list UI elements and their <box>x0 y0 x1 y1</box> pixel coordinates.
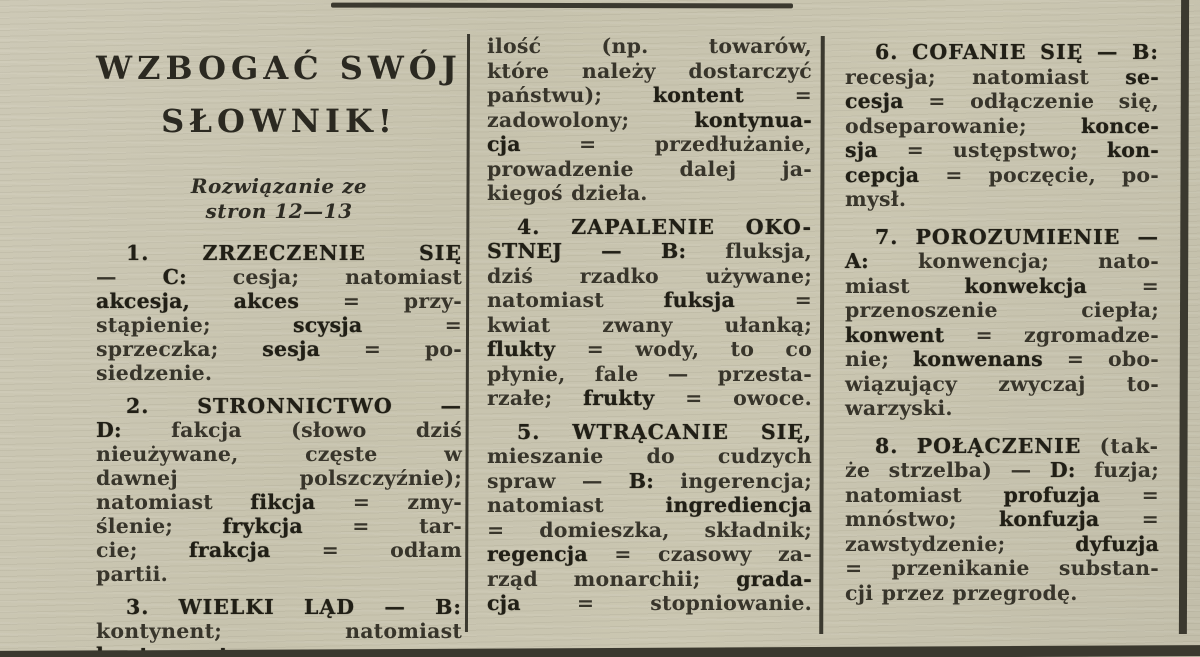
bold-term: fuksja <box>663 288 735 312</box>
body-text: = przedłużanie, <box>520 132 812 156</box>
body-text: = przy- <box>299 289 462 313</box>
body-text: kiegoś dzieła. <box>487 181 648 205</box>
bold-term: C: <box>162 265 187 289</box>
text-line <box>96 466 462 490</box>
body-text: dawnej polszczyźnie); <box>96 466 462 490</box>
body-text: = czasowy za- <box>587 542 812 566</box>
column-2 <box>487 34 812 625</box>
bold-term: frukty <box>583 386 655 410</box>
body-text: które należy dostarczyć <box>487 58 812 83</box>
body-text: zadowolony; <box>487 107 695 132</box>
text-line <box>487 239 812 264</box>
body-text: ślenie; <box>96 514 223 538</box>
bold-term: konwekcja <box>964 273 1088 298</box>
text-line <box>487 83 812 108</box>
bold-term: 3. WIELKI LĄD — B: <box>126 595 462 619</box>
title-line: WZBOGAĆ SWÓJ <box>96 49 462 87</box>
text-line <box>96 265 462 289</box>
entry-5 <box>487 420 812 616</box>
subtitle-line: Rozwiązanie ze <box>190 174 368 198</box>
body-text: = poczęcie, po- <box>919 162 1159 187</box>
body-text: = tar- <box>302 514 462 538</box>
text-line <box>96 619 462 643</box>
text-line <box>487 288 812 313</box>
body-text: warzyski. <box>845 396 953 420</box>
body-text: = po- <box>320 337 462 361</box>
column-divider-2 <box>819 36 825 634</box>
entry-1 <box>96 241 462 385</box>
body-text: = ustępstwo; <box>877 138 1107 162</box>
bold-term: frakcja <box>188 538 271 562</box>
body-text: stąpienie; <box>96 313 293 337</box>
bold-term: kontynua- <box>694 107 812 132</box>
body-text: mnóstwo; <box>845 507 999 531</box>
bold-term: regencja <box>487 542 588 566</box>
text-line <box>487 157 812 182</box>
text-line <box>487 493 812 518</box>
text-line <box>96 514 462 538</box>
body-text: = <box>734 288 812 312</box>
text-line <box>487 386 812 411</box>
bold-term: A: <box>845 249 869 273</box>
body-text: = odłam <box>270 538 462 562</box>
headline <box>96 42 462 148</box>
body-text: = <box>743 83 812 107</box>
text-line <box>845 65 1159 90</box>
body-text: = zmy- <box>315 490 462 514</box>
body-text: fuzja; <box>1075 458 1159 482</box>
body-text: fakcja (słowo dziś <box>121 418 462 442</box>
body-text: siedzenie. <box>96 361 213 385</box>
bold-term: ingrediencja <box>665 493 812 517</box>
text-line <box>96 595 462 619</box>
bold-term: 6. COFANIE SIĘ — B: <box>875 40 1159 64</box>
text-line <box>845 298 1159 323</box>
text-line <box>96 313 462 337</box>
text-line <box>845 89 1159 114</box>
bold-term: STNEJ — B: <box>487 239 687 263</box>
right-border-rule <box>1179 0 1189 634</box>
body-text: cie; <box>96 538 189 562</box>
bold-term: 1. ZRZECZENIE SIĘ <box>126 241 462 265</box>
bold-term: grada- <box>736 566 812 591</box>
body-text: — <box>96 265 163 289</box>
body-text: partii. <box>96 562 168 586</box>
body-text: rzałe; <box>487 386 584 410</box>
bold-term: frykcja <box>222 514 303 538</box>
text-line <box>845 507 1159 532</box>
entry-4 <box>487 215 812 411</box>
text-line <box>487 34 812 59</box>
body-text: = zgromadze- <box>944 322 1159 347</box>
top-horizontal-rule <box>331 3 793 9</box>
bold-term: 7. POROZUMIENIE — <box>875 224 1159 249</box>
body-text: ilość (np. towarów, <box>487 34 812 58</box>
bold-term: flukty <box>487 337 556 361</box>
body-text: konwencja; nato- <box>868 249 1159 273</box>
column-3 <box>845 40 1159 618</box>
text-line <box>487 444 812 469</box>
body-text: = stopniowanie. <box>520 591 812 615</box>
text-line <box>96 538 462 562</box>
body-text: natomiast <box>845 482 1004 507</box>
solution-note <box>96 174 462 224</box>
body-text: prowadzenie dalej ja- <box>487 156 812 181</box>
text-line <box>96 562 462 586</box>
bold-term: konfuzja <box>998 507 1100 531</box>
text-line <box>487 215 812 240</box>
entry-8 <box>845 434 1159 606</box>
body-text: że strzelba) — <box>845 458 1050 482</box>
bold-term: B: <box>628 468 655 493</box>
body-text: państwu); <box>487 83 653 107</box>
text-line <box>845 458 1159 483</box>
text-line <box>845 40 1159 65</box>
bold-term: fikcja <box>250 490 316 514</box>
text-line <box>487 362 812 387</box>
entry-2 <box>96 394 462 586</box>
text-line <box>487 567 812 592</box>
body-text: = domieszka, składnik; <box>487 517 812 542</box>
text-line <box>96 418 462 442</box>
text-line <box>845 396 1159 421</box>
text-line <box>487 591 812 616</box>
bold-term: sja <box>845 138 878 162</box>
text-line <box>487 264 812 289</box>
body-text: mieszanie do cudzych <box>487 444 812 468</box>
entry-7 <box>845 225 1159 421</box>
bold-term: scysja <box>293 313 363 337</box>
text-line <box>487 313 812 338</box>
column-divider-1 <box>465 34 470 632</box>
body-text: = <box>1087 273 1159 298</box>
body-text: cesja; natomiast <box>186 265 462 289</box>
body-text: = wody, to co <box>555 337 812 361</box>
body-text: natomiast <box>96 490 251 514</box>
bold-term: konwent <box>845 322 945 347</box>
body-text: = <box>1099 507 1159 531</box>
text-line <box>487 108 812 133</box>
text-line <box>845 372 1159 397</box>
body-text: nieużywane, częste w <box>96 442 462 466</box>
text-line <box>96 442 462 466</box>
bold-term: 5. WTRĄCANIE SIĘ, <box>517 419 812 444</box>
body-text: miast <box>845 273 965 298</box>
body-text: recesja; natomiast <box>845 64 1126 89</box>
text-line <box>845 187 1159 212</box>
body-text: sprzeczka; <box>96 337 263 361</box>
body-text: = owoce. <box>654 386 812 410</box>
column-1 <box>96 34 462 657</box>
text-line <box>96 337 462 361</box>
body-text: zawstydzenie; <box>845 531 1076 556</box>
bold-term: kontent <box>652 83 744 107</box>
body-text: kwiat zwany ułanką; <box>487 312 812 337</box>
text-line <box>487 59 812 84</box>
text-line <box>845 483 1159 508</box>
text-line <box>487 181 812 206</box>
title-line: SŁOWNIK! <box>161 102 397 140</box>
text-line <box>96 361 462 385</box>
text-line <box>487 518 812 543</box>
bold-term: D: <box>1049 458 1076 482</box>
bold-term: D: <box>96 418 122 442</box>
bold-term: profuzja <box>1003 482 1100 507</box>
bold-term: konwenans <box>912 347 1043 371</box>
body-text: przenoszenie ciepła; <box>845 298 1159 322</box>
body-text: = obo- <box>1042 347 1159 371</box>
body-text: mysł. <box>845 187 907 211</box>
body-text: natomiast <box>487 493 666 517</box>
bold-term: cepcja <box>845 162 920 187</box>
body-text: spraw — <box>487 468 629 493</box>
bold-term: kon- <box>1106 138 1159 162</box>
text-line <box>487 542 812 567</box>
body-text: odseparowanie; <box>845 113 1081 138</box>
bold-term: konce- <box>1080 113 1159 138</box>
bold-term: se- <box>1125 64 1159 89</box>
bold-term: cja <box>487 591 521 615</box>
body-text: fluksja, <box>686 239 813 263</box>
body-text: nie; <box>845 347 913 371</box>
body-text: = przenikanie substan- <box>845 556 1159 580</box>
body-text: natomiast <box>487 288 664 312</box>
bold-term: 8. POŁĄCZENIE <box>875 433 1082 458</box>
body-text: (tak- <box>1081 433 1159 458</box>
bold-term: 4. ZAPALENIE OKO- <box>517 214 812 239</box>
bold-term: sesja <box>262 337 321 361</box>
bold-term: 2. STRONNICTWO — <box>126 394 462 418</box>
body-text: = odłączenie się, <box>903 89 1159 113</box>
text-line <box>96 490 462 514</box>
text-line <box>845 347 1159 372</box>
entry-3-continuation <box>487 34 812 206</box>
bold-term: cesja <box>845 89 904 113</box>
text-line <box>845 532 1159 557</box>
bold-term: akcesja, akces <box>96 289 300 313</box>
bold-term: dyfuzja <box>1075 531 1159 556</box>
body-text: płynie, fale — przesta- <box>487 361 812 386</box>
subtitle-line: stron 12—13 <box>205 199 353 223</box>
body-text: rząd monarchii; <box>487 566 737 591</box>
text-line <box>845 114 1159 139</box>
text-line <box>96 241 462 265</box>
text-line <box>487 132 812 157</box>
body-text: = <box>362 313 462 337</box>
body-text: cji przez przegrodę. <box>845 580 1078 605</box>
text-line <box>845 225 1159 250</box>
text-line <box>845 434 1159 459</box>
text-line <box>96 289 462 313</box>
text-line <box>845 274 1159 299</box>
body-text: kontynent; natomiast <box>96 619 462 643</box>
text-line <box>487 469 812 494</box>
text-line <box>845 323 1159 348</box>
entry-6 <box>845 40 1159 212</box>
entry-3 <box>96 595 462 657</box>
text-line <box>845 581 1159 606</box>
body-text: wiązujący zwyczaj to- <box>845 371 1159 396</box>
text-line <box>845 249 1159 274</box>
body-text: = <box>1100 482 1159 507</box>
text-line <box>487 337 812 362</box>
text-line <box>845 138 1159 163</box>
body-text: dziś rzadko używane; <box>487 263 812 288</box>
bold-term: cja <box>487 132 521 156</box>
text-line <box>96 394 462 418</box>
text-line <box>487 420 812 445</box>
body-text: ingerencja; <box>654 468 813 493</box>
text-line <box>845 556 1159 581</box>
text-line <box>845 163 1159 188</box>
